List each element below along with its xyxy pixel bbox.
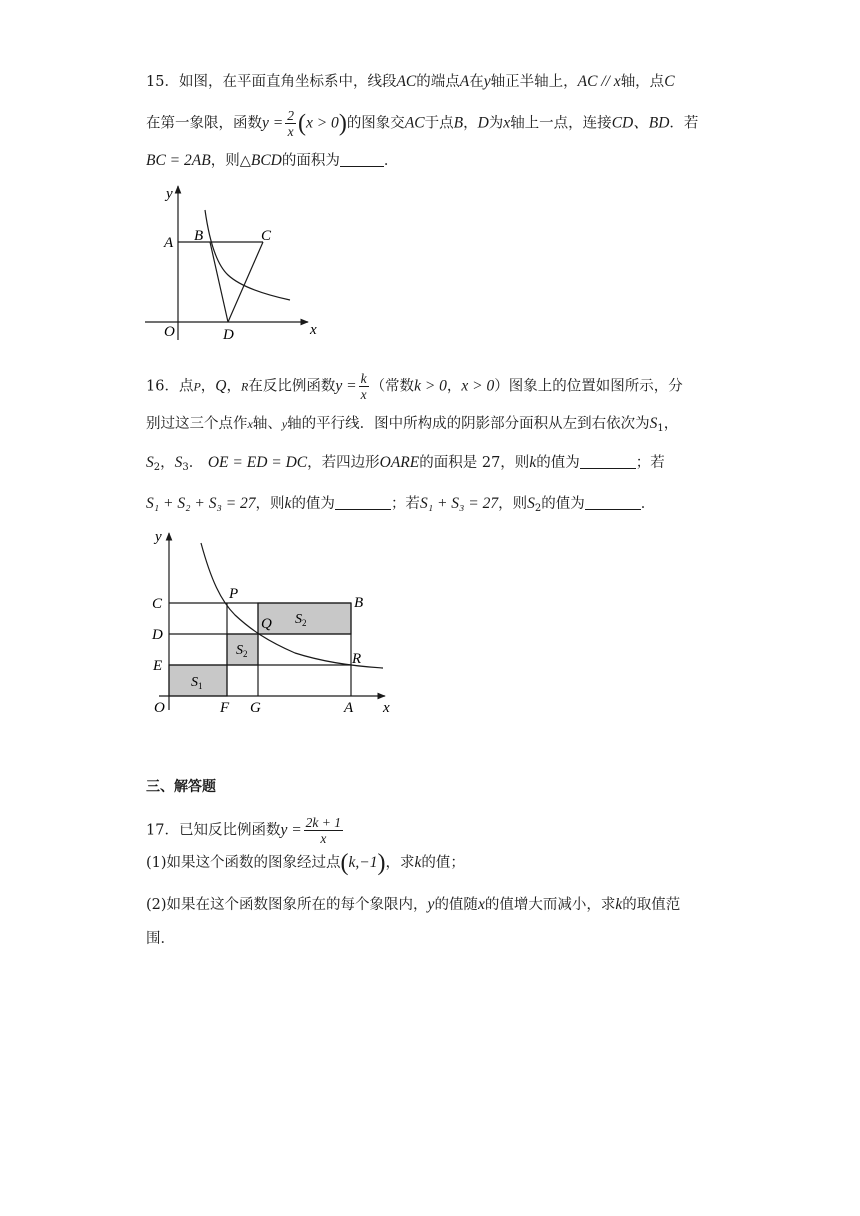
q15-label-y: y bbox=[166, 186, 173, 202]
q15-number: 15． bbox=[146, 74, 179, 90]
q16-label-S2-middle: $S_2$ bbox=[236, 643, 248, 659]
q16-label-A: A bbox=[344, 700, 354, 716]
q15-label-x: x bbox=[310, 322, 317, 338]
q16-label-C: C bbox=[152, 596, 163, 612]
q16-label-B: B bbox=[354, 595, 364, 611]
q16-fraction: $\frac{k}{x}$ bbox=[360, 371, 367, 402]
q15-segment-CD bbox=[228, 242, 263, 322]
q15-figure bbox=[140, 180, 340, 345]
q16-label-F: F bbox=[220, 700, 230, 716]
q16-label-x: x bbox=[383, 700, 390, 716]
q17-part-2-cont: 围． bbox=[146, 931, 175, 947]
q15-segment-BD bbox=[210, 242, 228, 322]
q16-answer-blank-1[interactable] bbox=[580, 454, 636, 469]
q16-answer-blank-3[interactable] bbox=[585, 495, 641, 510]
q15-label-B: B bbox=[194, 228, 204, 244]
q15-label-A: A bbox=[164, 235, 174, 251]
q16-answer-blank-2[interactable] bbox=[335, 495, 391, 510]
q16-line-2: 别过这三个点作x轴、y轴的平行线．图中所构成的阴影部分面积从左到右依次为$S_1$， bbox=[146, 415, 679, 434]
q16-figure bbox=[145, 525, 400, 720]
q16-label-y: y bbox=[155, 529, 162, 545]
q15-line-3: BC = 2AB，则△BCD的面积为 ． bbox=[146, 152, 399, 169]
q17-line-1: 17．已知反比例函数y = $\frac{2k + 1}{x}$ bbox=[146, 815, 342, 846]
q15-label-O: O bbox=[164, 324, 175, 340]
q15-line-1: 15．如图，在平面直角坐标系中，线段AC的端点A在y轴正半轴上，AC // x轴，点C bbox=[146, 73, 675, 90]
q16-label-G: G bbox=[250, 700, 261, 716]
q16-label-D: D bbox=[152, 627, 163, 643]
q16-label-E: E bbox=[153, 658, 163, 674]
q16-label-R: R bbox=[352, 651, 362, 667]
q16-line-3: $S_2$，$S_3$． OE = ED = DC，若四边形OARE的面积是 27，则k的值为 ；若 bbox=[146, 454, 665, 473]
section-title: 三、解答题 bbox=[146, 779, 216, 795]
q15-hyperbola-curve bbox=[205, 210, 290, 300]
q15-line-2: 在第一象限，函数y = $\frac{2}{x}$ (x > 0)的图象交AC于点B，D为x轴上一点，连接CD、BD．若 bbox=[146, 108, 699, 139]
q16-label-S2-right: $S_2$ bbox=[295, 612, 307, 628]
q16-label-P: P bbox=[229, 586, 239, 602]
q15-fraction: $\frac{2}{x}$ bbox=[287, 108, 294, 139]
q16-line-1: 16．点P，Q，R在反比例函数y = $\frac{k}{x}$ （常数k > 0，x > 0）图象上的位置如图所示，分 bbox=[146, 371, 683, 402]
q16-label-S1: $S_1$ bbox=[191, 675, 203, 691]
q15-answer-blank[interactable] bbox=[340, 152, 384, 167]
q15-label-D: D bbox=[223, 327, 234, 343]
q17-part-2: (2)如果在这个函数图象所在的每个象限内，y的值随x的值增大而减小，求k的取值范 bbox=[146, 896, 681, 913]
q15-label-C: C bbox=[261, 228, 272, 244]
q17-fraction: $\frac{2k + 1}{x}$ bbox=[305, 815, 342, 846]
q16-label-O: O bbox=[154, 700, 165, 716]
q17-part-1: (1)如果这个函数的图象经过点(k,−1)，求k的值； bbox=[146, 850, 465, 876]
q16-line-4: S₁ + S₂ + S₃ = 27，则k的值为 ；若S₁ + S₃ = 27，则$S_2$的值为 ． bbox=[146, 495, 656, 514]
q16-label-Q: Q bbox=[261, 616, 272, 632]
